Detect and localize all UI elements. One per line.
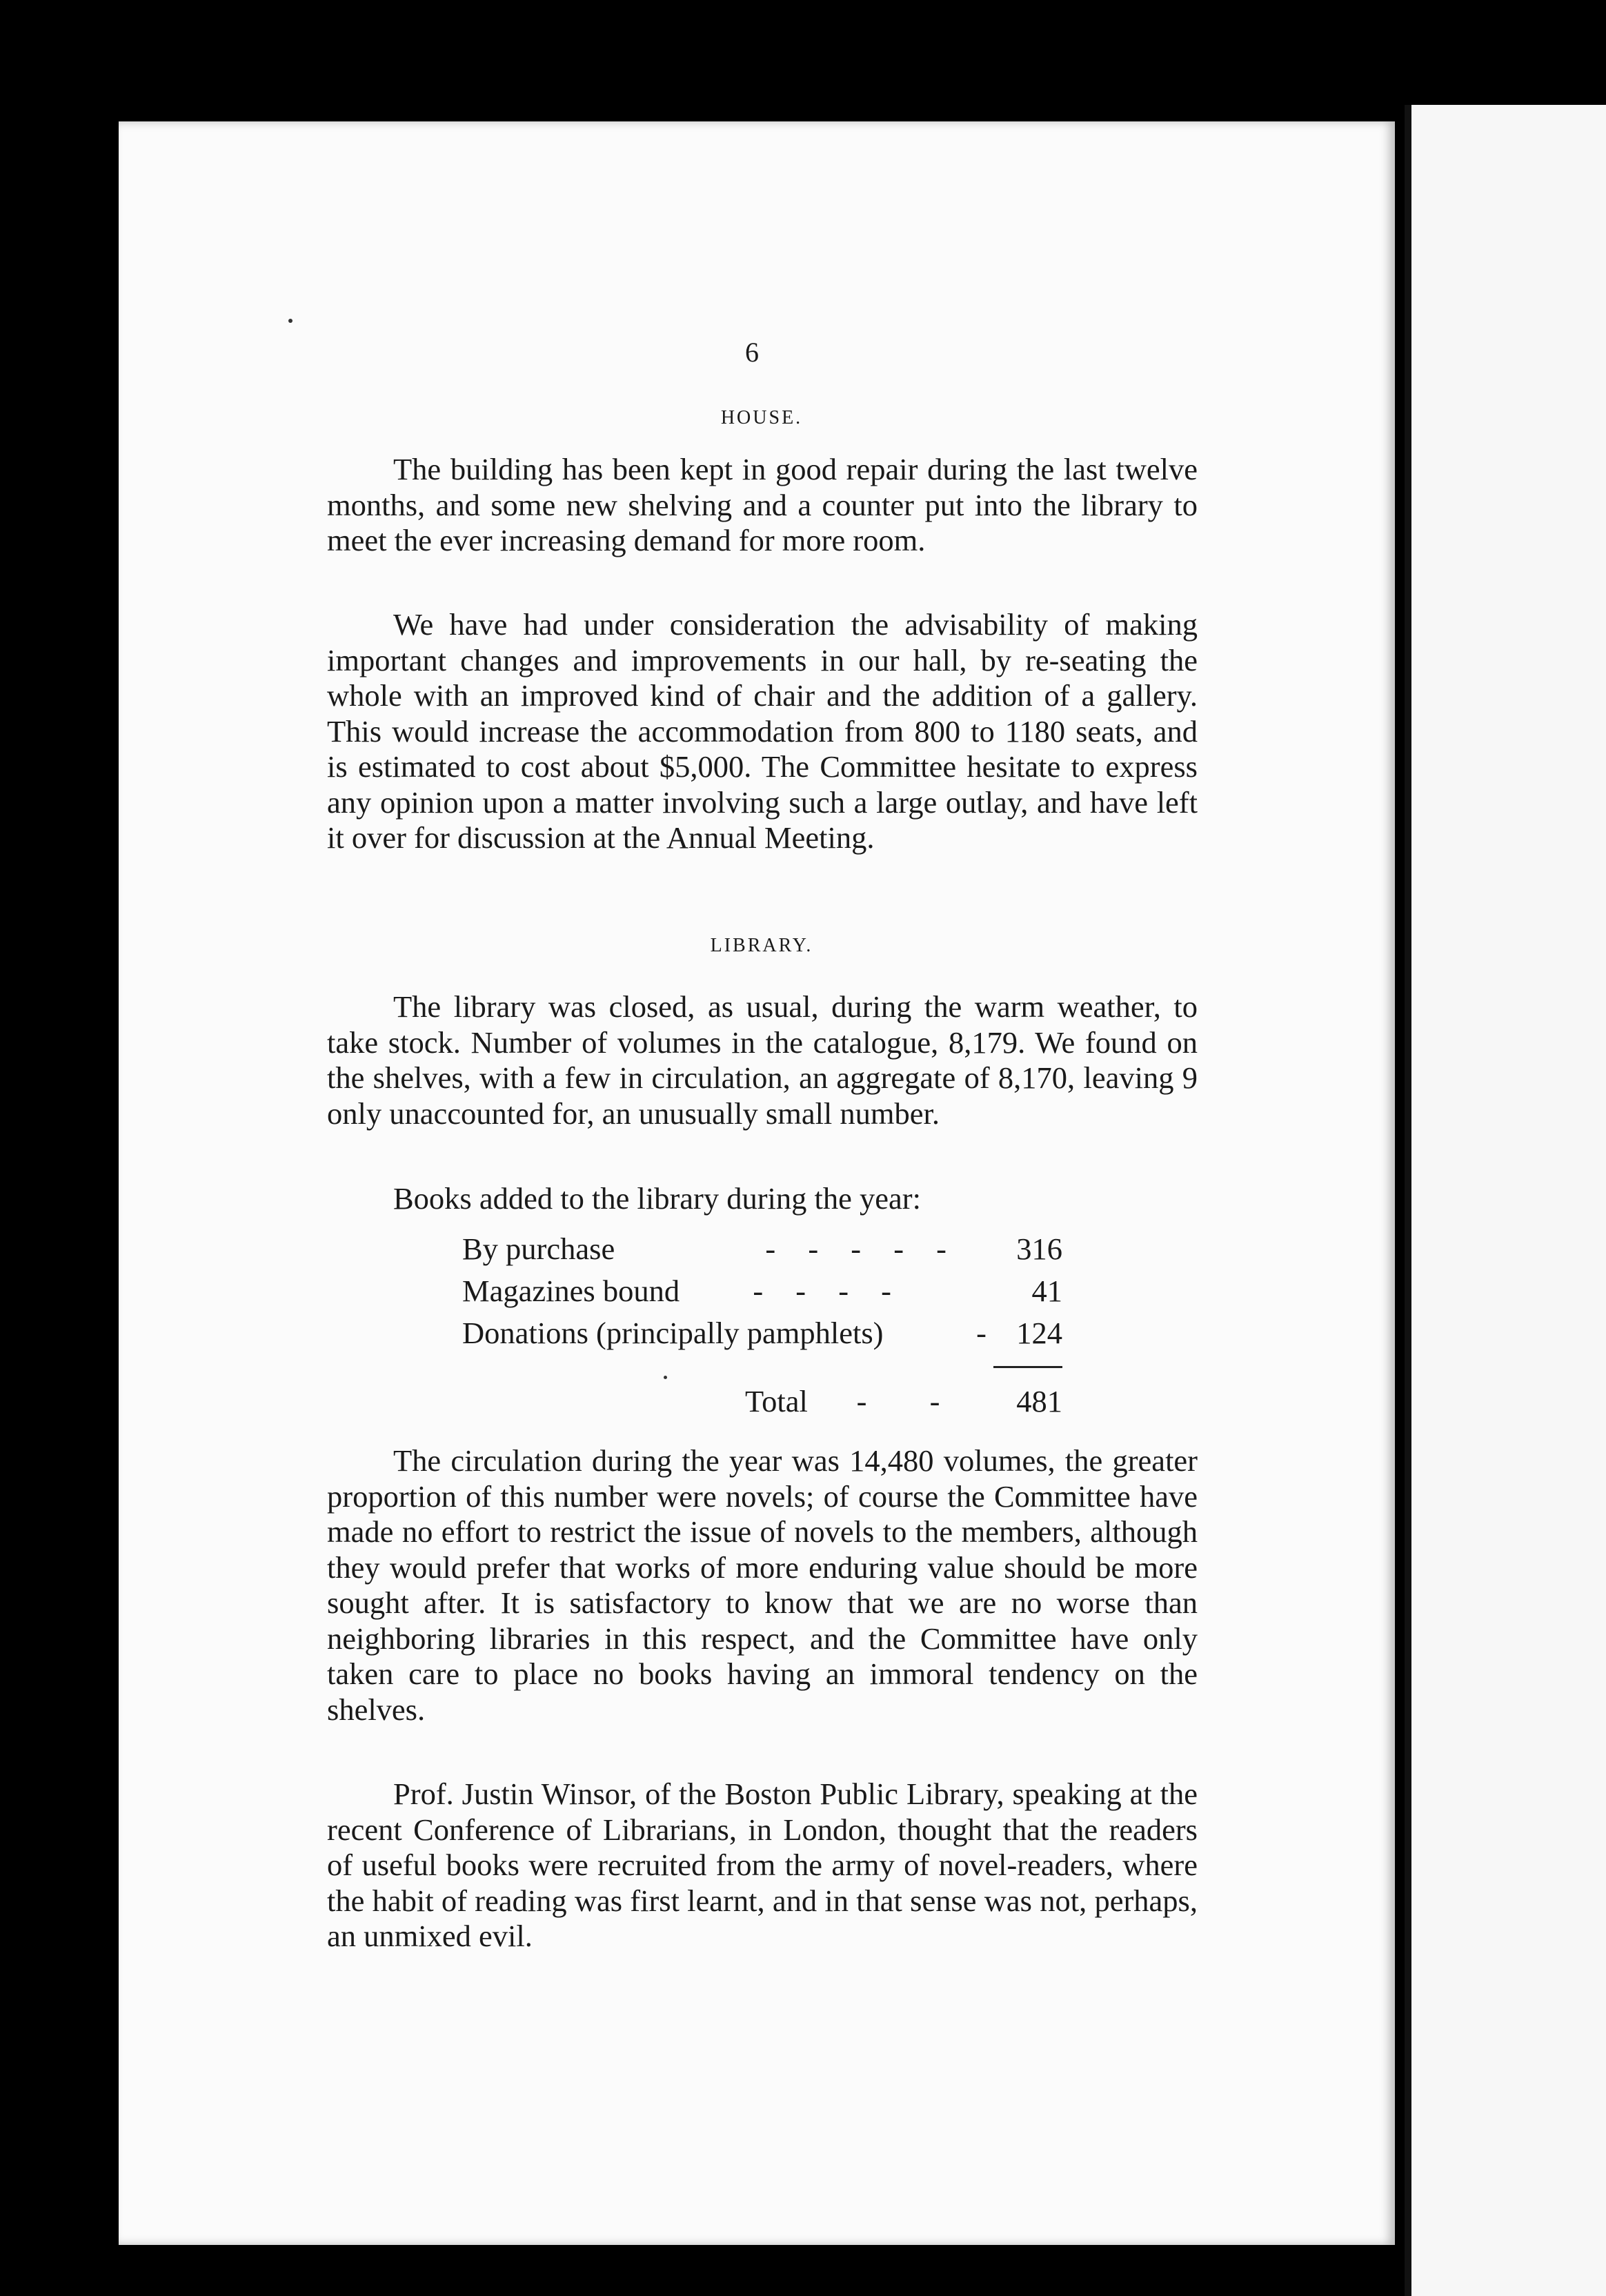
ledger-amount: 124 bbox=[1016, 1316, 1062, 1350]
ledger-amount: 316 bbox=[1016, 1231, 1062, 1266]
ledger-total-row bbox=[745, 1383, 1062, 1419]
house-paragraph-2: We have had under consideration the advisability of making important changes and improvements in our hall, by re-seating the whole with an improved kind of chair and the addition of a gallery. This would increase the accommodation from 800 to 1180 seats, and is estimated to cost about $5,000. The Committee hesitate to express any opinion upon a matter involving such a large outlay, and have left it over for discussion at the Annual Meeting. bbox=[327, 607, 1198, 855]
total-label: Total bbox=[745, 1384, 808, 1418]
library-paragraph-1: The library was closed, as usual, during the warm weather, to take stock. Number of volumes in the catalogue, 8,179. We found on the shelves, with a few in circulation, an aggregate of 8,170, leaving 9 only unaccounted for, an unusually small number. bbox=[327, 989, 1198, 1131]
library-paragraph-3: The circulation during the year was 14,480 volumes, the greater proportion of this number were novels; of course the Committee have made no effort to restrict the issue of novels to the members, although they would prefer that works of more enduring value should be more sought after. It is satisfactory to know that we are no worse than neighboring libraries in this respect, and the Committee have only taken care to place no books having an immoral tendency on the shelves. bbox=[327, 1443, 1198, 1727]
ledger-label: Donations (principally pamphlets) bbox=[462, 1316, 884, 1350]
page-number: 6 bbox=[745, 337, 759, 368]
paper-speck bbox=[288, 319, 293, 323]
total-dashes: - - bbox=[856, 1384, 968, 1418]
paper-speck bbox=[664, 1376, 667, 1379]
ledger-row bbox=[462, 1228, 1062, 1270]
house-paragraph-1: The building has been kept in good repair during the last twelve months, and some new shelving and a counter put into the library to meet the ever increasing demand for more room. bbox=[327, 452, 1198, 557]
library-paragraph-2: Books added to the library during the year: bbox=[393, 1181, 921, 1216]
ledger-label: Magazines bound bbox=[462, 1274, 680, 1308]
total-rule bbox=[993, 1366, 1062, 1368]
ledger-row bbox=[462, 1270, 1062, 1312]
library-paragraph-4: Prof. Justin Winsor, of the Boston Public Library, speaking at the recent Conference of Librarians, in London, thought that the readers of useful books were recruited from the army of novel-readers, where the habit of reading was first learnt, and in that sense was not, perhaps, an unmixed evil. bbox=[327, 1777, 1198, 1953]
ledger-row bbox=[462, 1312, 1062, 1354]
total-amount: 481 bbox=[1016, 1384, 1062, 1418]
ledger-dashes: - - - - bbox=[753, 1274, 904, 1308]
books-added-ledger bbox=[462, 1228, 1062, 1354]
section-heading-house: HOUSE. bbox=[720, 407, 803, 428]
ledger-dashes: - bbox=[976, 1316, 987, 1350]
adjacent-page-edge bbox=[1405, 105, 1606, 2296]
section-heading-library: LIBRARY. bbox=[710, 935, 813, 956]
ledger-amount: 41 bbox=[1031, 1274, 1062, 1308]
ledger-label: By purchase bbox=[462, 1231, 615, 1266]
ledger-dashes: - - - - - bbox=[765, 1231, 959, 1266]
